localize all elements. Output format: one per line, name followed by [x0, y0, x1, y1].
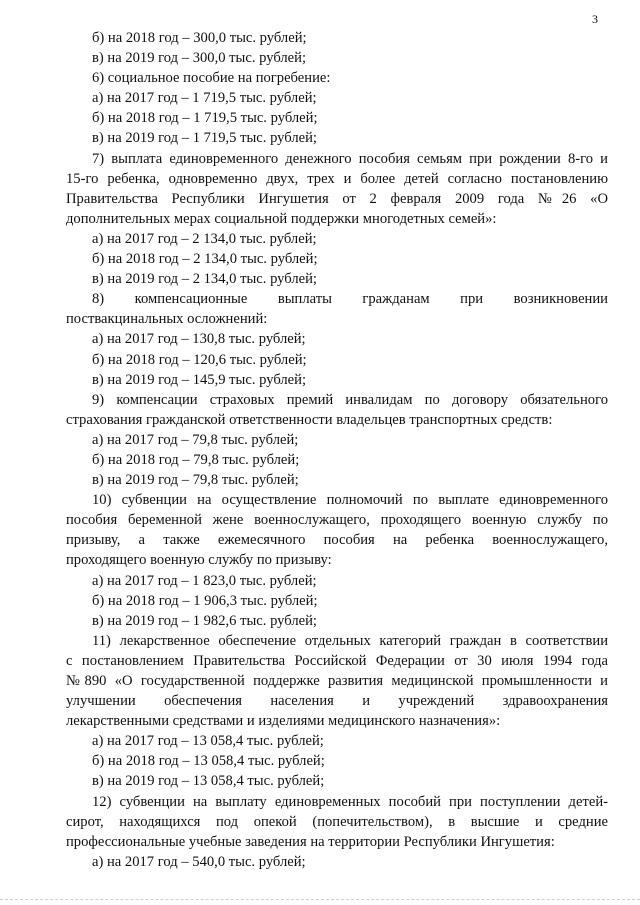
text-line: а) на 2017 год – 130,8 тыс. рублей;: [92, 331, 306, 348]
text-line: б) на 2018 год – 300,0 тыс. рублей;: [92, 30, 307, 46]
text-line: а) на 2017 год – 79,8 тыс. рублей;: [92, 431, 299, 448]
text-line: в) на 2019 год – 1 982,6 тыс. рублей;: [92, 612, 317, 629]
text-line: улучшении обеспечения населения и учреждений здравоохранения: [66, 693, 608, 710]
text-line: а) на 2017 год – 1 719,5 тыс. рублей;: [92, 90, 317, 107]
text-line: а) на 2017 год – 540,0 тыс. рублей;: [92, 853, 306, 870]
page-number: 3: [592, 12, 598, 26]
text-line: 6) социальное пособие на погребение:: [92, 70, 331, 87]
text-line: лекарственными средствами и изделиями медицинского назначения»:: [66, 713, 501, 730]
document-body: [66, 28, 608, 872]
text-line: 12) субвенции на выплату единовременных пособий при поступлении детей-: [92, 793, 608, 810]
text-line: б) на 2018 год – 1 719,5 тыс. рублей;: [92, 110, 318, 127]
text-line: 10) субвенции на осуществление полномочий по выплате единовременного: [92, 492, 608, 509]
text-line: призыву, а также ежемесячного пособия на ребенка военнослужащего,: [66, 532, 608, 549]
text-line: в) на 2019 год – 1 719,5 тыс. рублей;: [92, 130, 317, 147]
text-line: 15-го ребенка, одновременно двух, трех и более детей согласно постановлению: [66, 170, 608, 187]
text-line: в) на 2019 год – 145,9 тыс. рублей;: [92, 371, 307, 388]
text-line: а) на 2017 год – 13 058,4 тыс. рублей;: [92, 733, 324, 750]
text-line: сирот, находящихся под опекой (попечительством), в высшие и средние: [66, 813, 608, 830]
text-line: 9) компенсации страховых премий инвалидам по договору обязательного: [92, 391, 608, 408]
text-line: 8) компенсационные выплаты гражданам при возникновении: [92, 291, 608, 308]
text-line: пособия беременной жене военнослужащего, проходящего военную службу по: [66, 512, 608, 529]
text-line: 11) лекарственное обеспечение отдельных категорий граждан в соответствии: [92, 632, 608, 649]
text-line: б) на 2018 год – 120,6 тыс. рублей;: [92, 351, 307, 368]
text-line: в) на 2019 год – 2 134,0 тыс. рублей;: [92, 271, 317, 288]
text-line: в) на 2019 год – 300,0 тыс. рублей;: [92, 50, 307, 67]
text-line: б) на 2018 год – 13 058,4 тыс. рублей;: [92, 753, 325, 770]
text-line: а) на 2017 год – 1 823,0 тыс. рублей;: [92, 572, 317, 589]
text-line: б) на 2018 год – 1 906,3 тыс. рублей;: [92, 592, 318, 609]
text-line: с постановлением Правительства Российской Федерации от 30 июля 1994 года: [66, 652, 608, 669]
text-line: 7) выплата единовременного денежного пособия семьям при рождении 8-го и: [92, 150, 608, 167]
text-line: страхования гражданской ответственности владельцев транспортных средств:: [66, 411, 553, 428]
text-line: в) на 2019 год – 79,8 тыс. рублей;: [92, 472, 299, 489]
text-line: а) на 2017 год – 2 134,0 тыс. рублей;: [92, 230, 317, 247]
text-line: б) на 2018 год – 2 134,0 тыс. рублей;: [92, 251, 318, 268]
text-line: в) на 2019 год – 13 058,4 тыс. рублей;: [92, 773, 325, 790]
text-line: проходящего военную службу по призыву:: [66, 552, 332, 569]
text-line: б) на 2018 год – 79,8 тыс. рублей;: [92, 451, 300, 468]
text-line: поствакцинальных осложнений:: [66, 311, 268, 328]
text-line: дополнительных мерах социальной поддержки многодетных семей»:: [66, 210, 497, 227]
text-line: профессиональные учебные заведения на территории Республики Ингушетия:: [66, 833, 555, 850]
text-line: Правительства Республики Ингушетия от 2 февраля 2009 года №26 «О: [66, 190, 608, 207]
text-line: №890 «О государственной поддержке развития медицинской промышленности и: [66, 673, 608, 689]
scan-artifact-line: [0, 899, 640, 904]
